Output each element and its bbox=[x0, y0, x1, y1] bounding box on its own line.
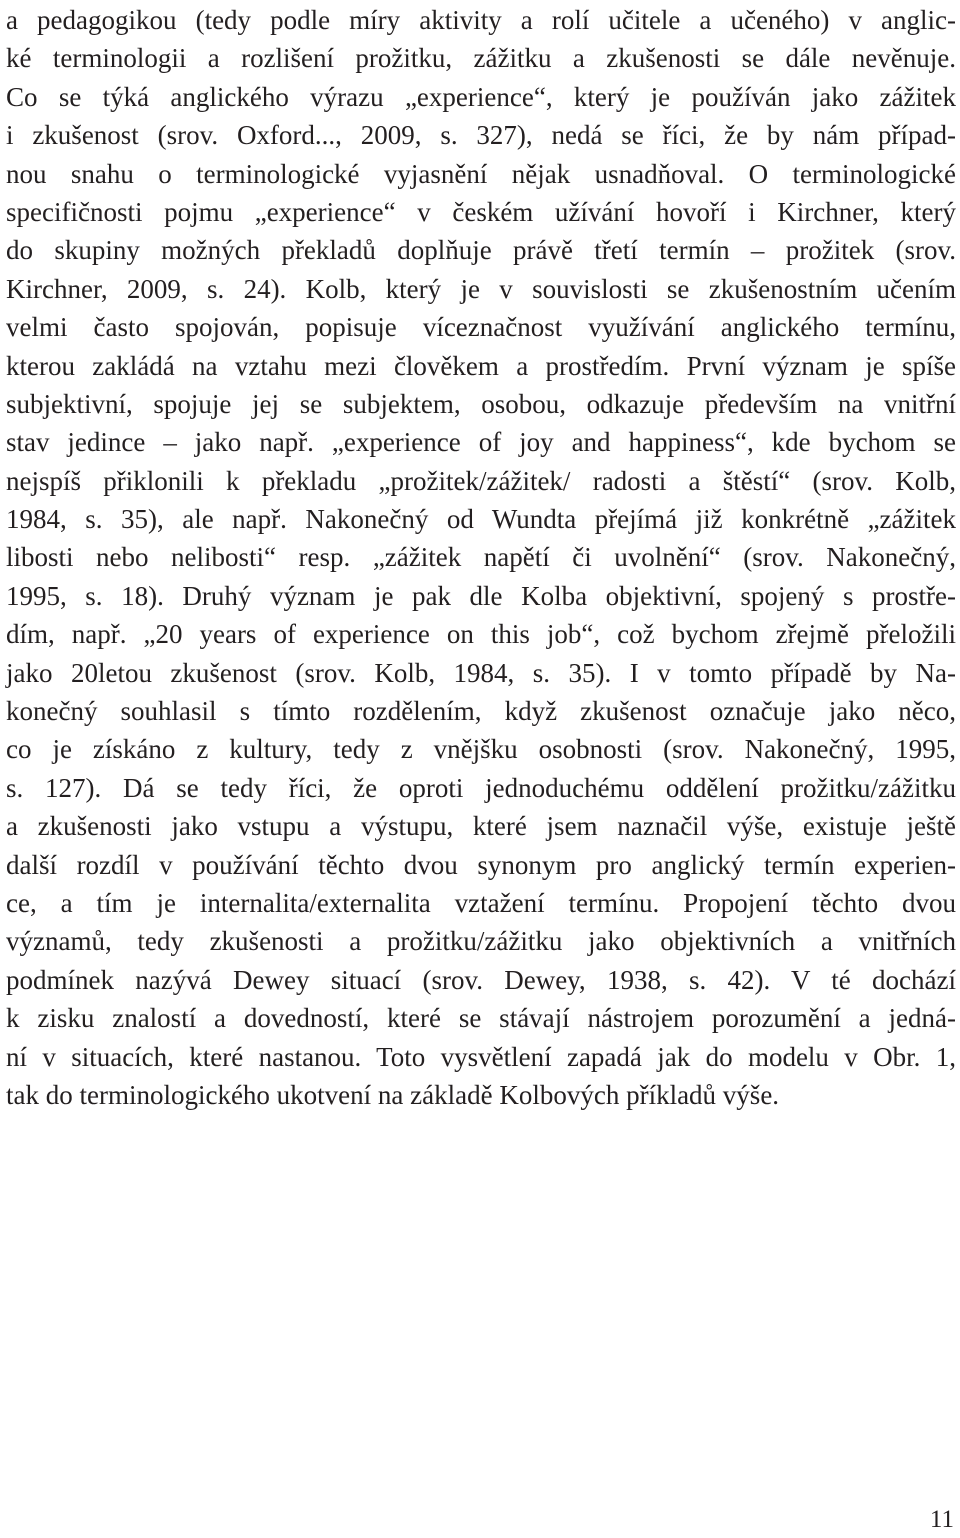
text-line: další rozdíl v používání těchto dvou synonym pro anglický termín experien- bbox=[6, 849, 956, 880]
text-line: tak do terminologického ukotvení na základě Kolbových příkladů výše. bbox=[6, 1079, 780, 1110]
text-line: ce, a tím je internalita/externalita vztažení termínu. Propojení těchto dvou bbox=[6, 887, 956, 918]
text-line: kterou zakládá na vztahu mezi člověkem a prostředím. První význam je spíše bbox=[6, 350, 956, 381]
text-line: ní v situacích, které nastanou. Toto vysvětlení zapadá jak do modelu v Obr. 1, bbox=[6, 1041, 956, 1072]
page-number: 11 bbox=[929, 1506, 954, 1533]
text-line: a zkušenosti jako vstupu a výstupu, které jsem naznačil výše, existuje ještě bbox=[6, 811, 956, 842]
text-line: dím, např. „20 years of experience on this job“, což bychom zřejmě přeložili bbox=[6, 619, 956, 650]
text-line: 1995, s. 18). Druhý význam je pak dle Kolba objektivní, spojený s prostře- bbox=[6, 580, 956, 611]
text-line: konečný souhlasil s tímto rozdělením, když zkušenost označuje jako něco, bbox=[6, 696, 956, 727]
text-line: podmínek nazývá Dewey situací (srov. Dewey, 1938, s. 42). V té dochází bbox=[6, 964, 956, 995]
text-line: významů, tedy zkušenosti a prožitku/zážitku jako objektivních a vnitřních bbox=[6, 926, 956, 957]
text-line: do skupiny možných překladů doplňuje právě třetí termín – prožitek (srov. bbox=[6, 235, 956, 266]
text-line: a pedagogikou (tedy podle míry aktivity a rolí učitele a učeného) v anglic- bbox=[6, 5, 956, 35]
text-line: nejspíš přiklonili k překladu „prožitek/zážitek/ radosti a štěstí“ (srov. Kolb, bbox=[6, 465, 956, 496]
text-line: Co se týká anglického výrazu „experience“, který je používán jako zážitek bbox=[6, 81, 956, 112]
body-paragraph bbox=[6, 1, 956, 1114]
text-line: ké terminologii a rozlišení prožitku, zážitku a zkušenosti se dále nevěnuje. bbox=[6, 43, 956, 74]
text-line: k zisku znalostí a dovedností, které se stávají nástrojem porozumění a jedná- bbox=[6, 1003, 956, 1034]
text-line: co je získáno z kultury, tedy z vnějšku osobnosti (srov. Nakonečný, 1995, bbox=[6, 734, 956, 765]
text-line: velmi často spojován, popisuje víceznačnost využívání anglického termínu, bbox=[6, 312, 956, 343]
text-line: subjektivní, spojuje jej se subjektem, osobou, odkazuje především na vnitřní bbox=[6, 388, 956, 419]
text-line: i zkušenost (srov. Oxford..., 2009, s. 327), nedá se říci, že by nám případ- bbox=[6, 120, 956, 151]
text-line: nou snahu o terminologické vyjasnění nějak usnadňoval. O terminologické bbox=[6, 158, 956, 189]
text-line: specifičnosti pojmu „experience“ v českém užívání hovoří i Kirchner, který bbox=[6, 196, 956, 227]
text-line: Kirchner, 2009, s. 24). Kolb, který je v souvislosti se zkušenostním učením bbox=[6, 273, 956, 304]
text-line: s. 127). Dá se tedy říci, že oproti jednoduchému oddělení prožitku/zážitku bbox=[6, 772, 956, 803]
text-line: 1984, s. 35), ale např. Nakonečný od Wundta přejímá již konkrétně „zážitek bbox=[6, 504, 956, 535]
text-line: stav jedince – jako např. „experience of joy and happiness“, kde bychom se bbox=[6, 427, 956, 458]
text-line: jako 20letou zkušenost (srov. Kolb, 1984, s. 35). I v tomto případě by Na- bbox=[6, 657, 956, 688]
text-line: libosti nebo nelibosti“ resp. „zážitek napětí či uvolnění“ (srov. Nakonečný, bbox=[6, 542, 956, 573]
